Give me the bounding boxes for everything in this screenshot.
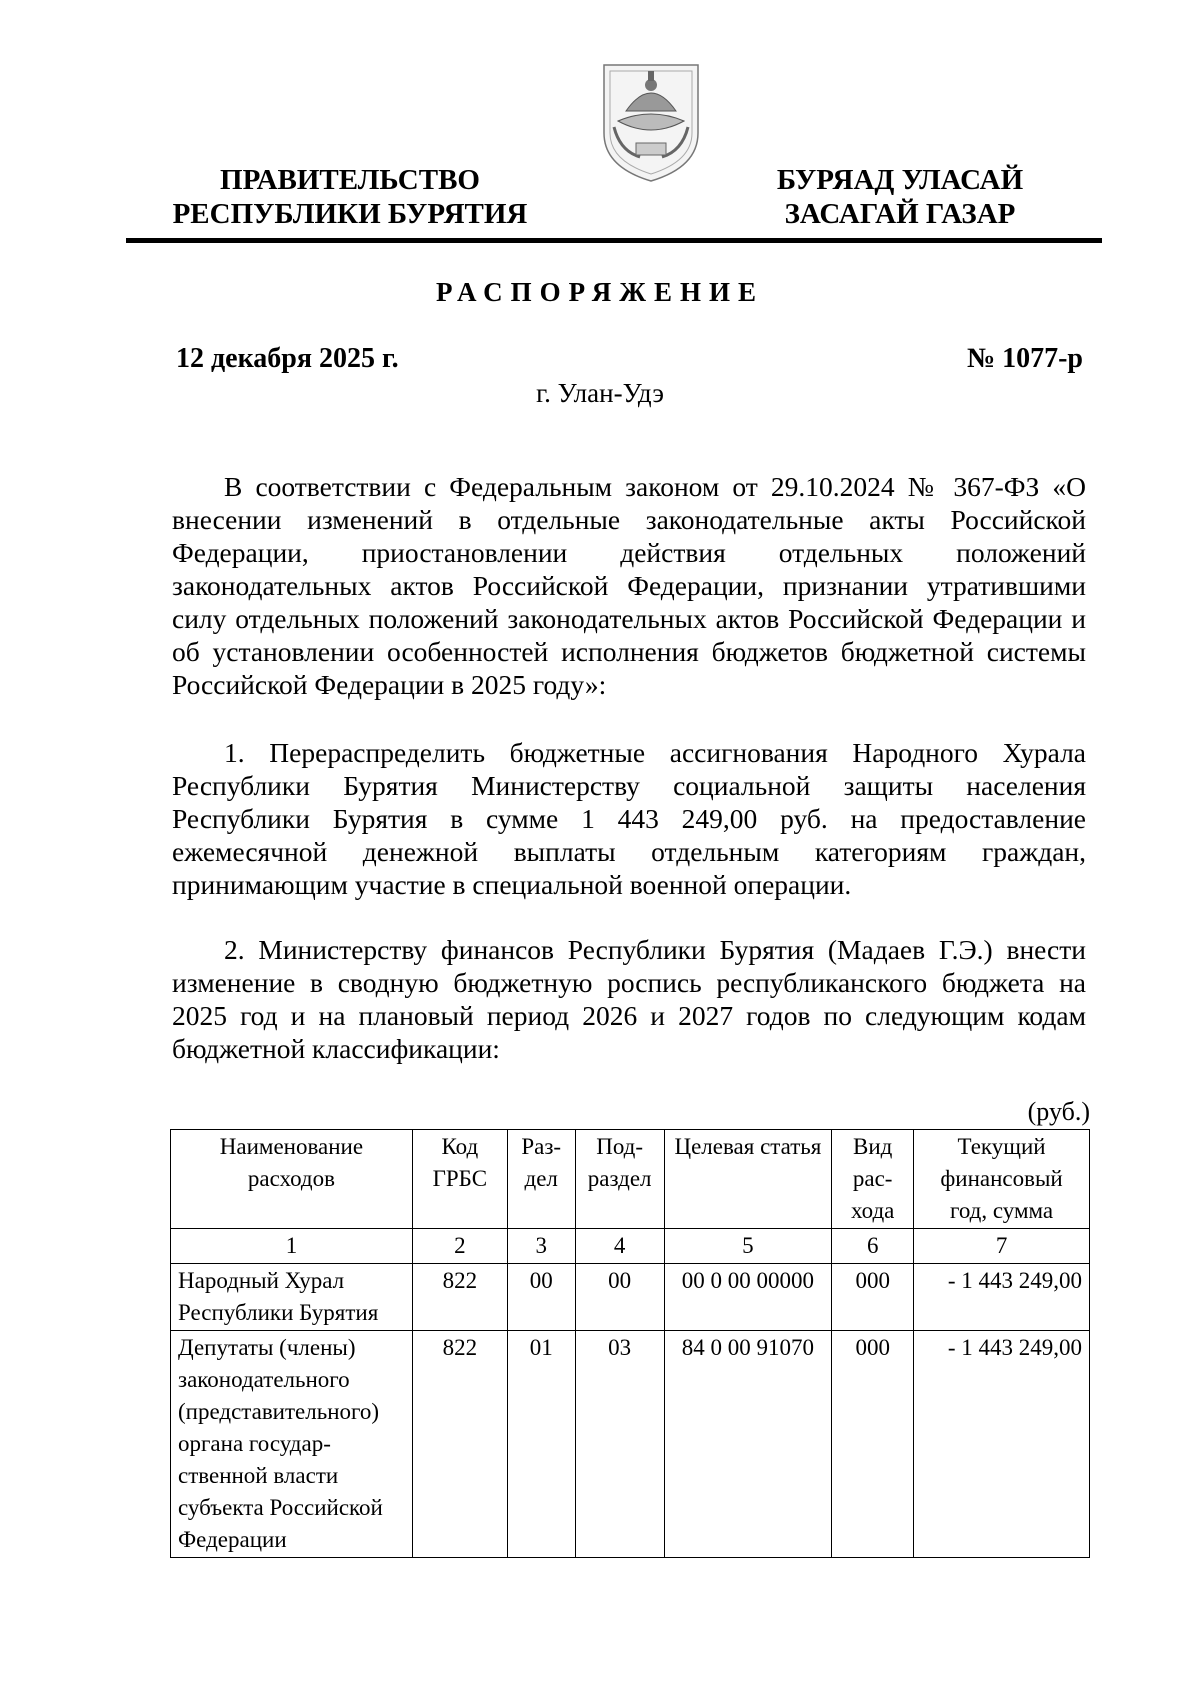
document-number: № 1077-р xyxy=(966,343,1083,374)
document-date: 12 декабря 2025 г. xyxy=(176,343,399,374)
header-cell: Раз-дел xyxy=(507,1130,575,1229)
header-divider xyxy=(126,238,1102,243)
document-title: РАСПОРЯЖЕНИЕ xyxy=(435,277,765,307)
org-name-buryat xyxy=(745,163,1055,231)
preamble-paragraph: В соответствии с Федеральным законом от 29.10.2024 № 367-ФЗ «О внесении изменений в отдельные законодательные акты Российской Федерации, приостановлении действия отдельных положений законодательных актов Российской Федерации, признании утратившими силу отдельных положений законодательных актов Российской Федерации и об установлении особенностей исполнения бюджетов бюджетной системы Российской Федерации в 2025 году»: xyxy=(172,471,1086,700)
org-left-line2: РЕСПУБЛИКИ БУРЯТИЯ xyxy=(172,198,528,230)
numbering-cell: 3 xyxy=(507,1229,575,1264)
numbering-cell: 1 xyxy=(171,1229,413,1264)
expense-name-cell: Народный Хурал Республики Бурятия xyxy=(171,1264,413,1331)
expense-type-cell: 000 xyxy=(832,1264,914,1331)
subsection-cell: 03 xyxy=(575,1331,664,1558)
table-row xyxy=(171,1264,1090,1331)
section-cell: 01 xyxy=(507,1331,575,1558)
header-cell: Текущий финансовый год, сумма xyxy=(914,1130,1090,1229)
target-article-cell: 84 0 00 91070 xyxy=(664,1331,832,1558)
org-left-line1: ПРАВИТЕЛЬСТВО xyxy=(220,164,480,196)
amount-cell: - 1 443 249,00 xyxy=(914,1264,1090,1331)
org-right-line2: ЗАСАГАЙ ГАЗАР xyxy=(784,198,1016,230)
amount-cell: - 1 443 249,00 xyxy=(914,1331,1090,1558)
document-city: г. Улан-Удэ xyxy=(536,378,664,408)
coat-of-arms-icon xyxy=(596,55,706,185)
numbering-cell: 7 xyxy=(914,1229,1090,1264)
org-right-line1: БУРЯАД УЛАСАЙ xyxy=(776,164,1024,196)
header-cell: Вид рас-хода xyxy=(832,1130,914,1229)
numbering-cell: 2 xyxy=(412,1229,507,1264)
header-cell: Под-раздел xyxy=(575,1130,664,1229)
budget-table xyxy=(170,1129,1090,1558)
expense-name-cell: Депутаты (члены) законодательного (представительного) органа государ-ственной власти субъекта Российской Федерации xyxy=(171,1331,413,1558)
table-header-row xyxy=(171,1130,1090,1229)
header-cell: Код ГРБС xyxy=(412,1130,507,1229)
org-name-russian xyxy=(170,163,530,231)
target-article-cell: 00 0 00 00000 xyxy=(664,1264,832,1331)
numbering-cell: 5 xyxy=(664,1229,832,1264)
numbering-cell: 6 xyxy=(832,1229,914,1264)
table-numbering-row xyxy=(171,1229,1090,1264)
expense-type-cell: 000 xyxy=(832,1331,914,1558)
subsection-cell: 00 xyxy=(575,1264,664,1331)
item-1-paragraph: 1. Перераспределить бюджетные ассигнования Народного Хурала Республики Бурятия Министерству социальной защиты населения Республики Бурятия в сумме 1 443 249,00 руб. на предоставление ежемесячной денежной выплаты отдельным категориям граждан, принимающим участие в специальной военной операции. xyxy=(172,737,1086,900)
header-cell: Наименование расходов xyxy=(171,1130,413,1229)
grbs-code-cell: 822 xyxy=(412,1331,507,1558)
numbering-cell: 4 xyxy=(575,1229,664,1264)
header-cell: Целевая статья xyxy=(664,1130,832,1229)
grbs-code-cell: 822 xyxy=(412,1264,507,1331)
section-cell: 00 xyxy=(507,1264,575,1331)
table-row xyxy=(171,1331,1090,1558)
item-2-paragraph: 2. Министерству финансов Республики Бурятия (Мадаев Г.Э.) внести изменение в сводную бюджетную роспись республиканского бюджета на 2025 год и на плановый период 2026 и 2027 годов по следующим кодам бюджетной классификации: xyxy=(172,934,1086,1064)
table-unit-label: (руб.) xyxy=(1027,1097,1090,1126)
